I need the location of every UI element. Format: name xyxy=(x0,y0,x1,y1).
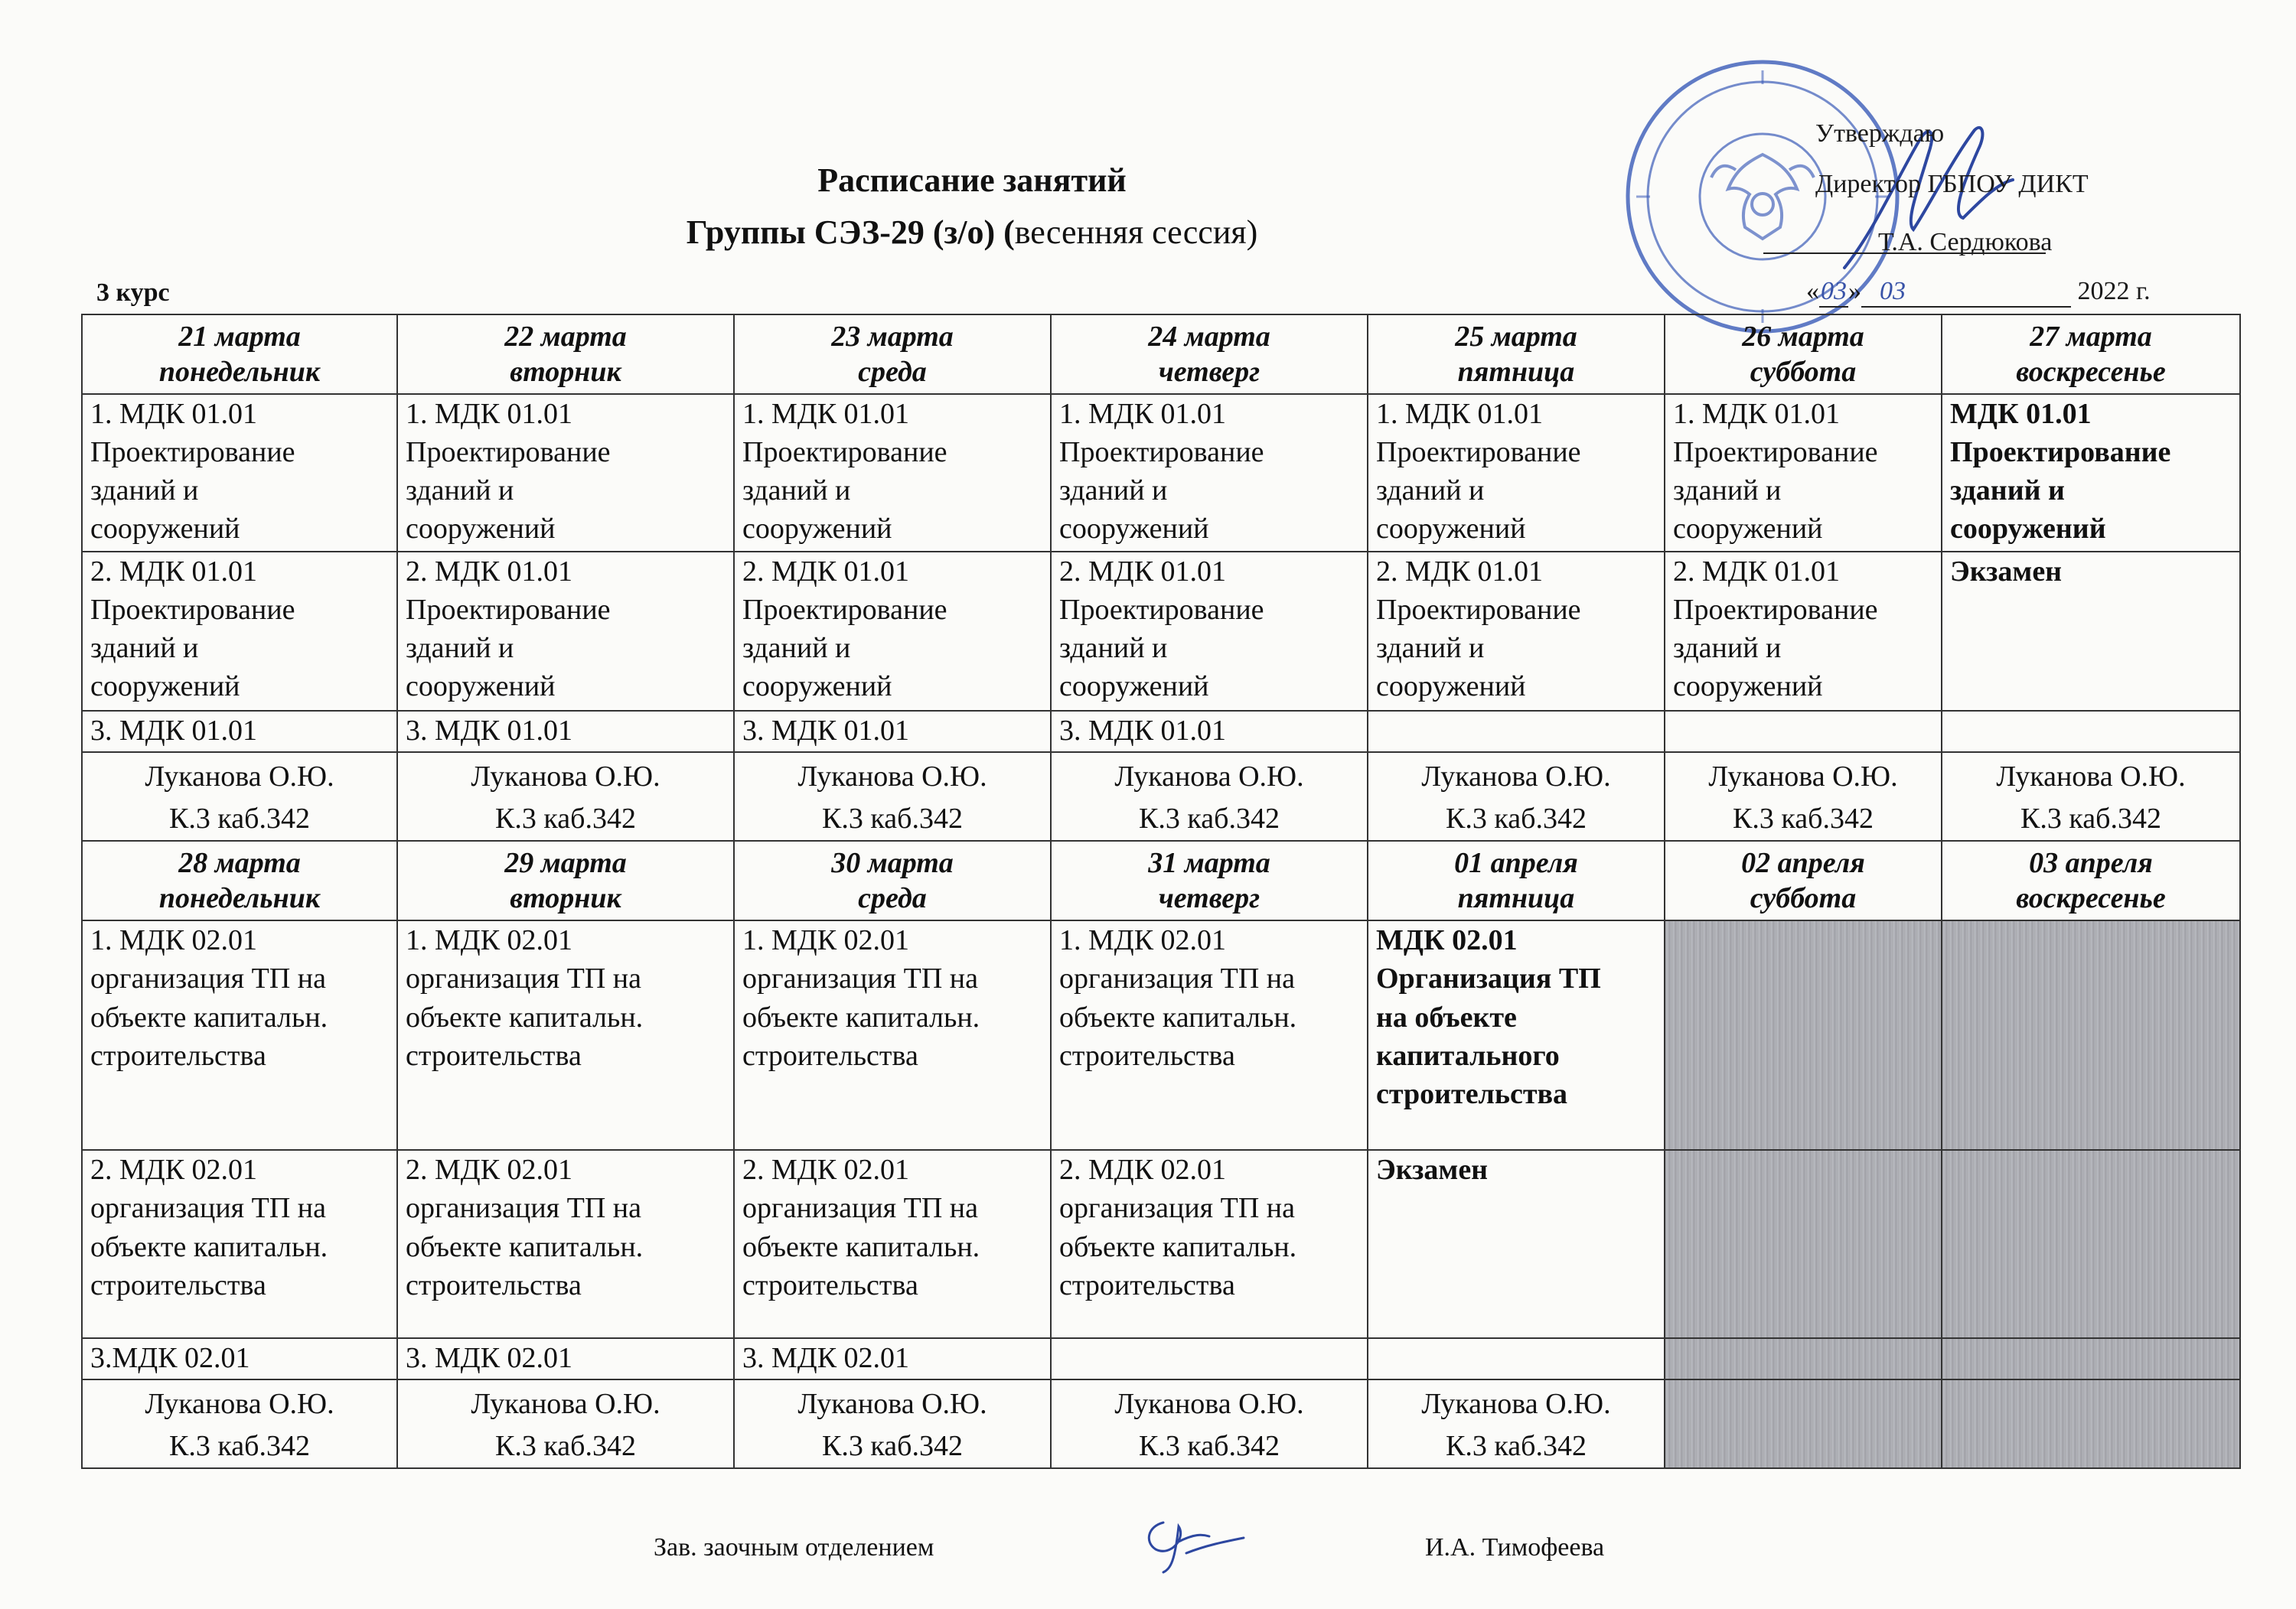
lesson-text: строительства xyxy=(1059,1269,1235,1301)
day-header-cell xyxy=(397,841,734,920)
lesson-text: 2. МДК 02.01 xyxy=(406,1154,573,1187)
lesson-text: строительства xyxy=(90,1039,266,1072)
week-header-row xyxy=(82,841,2240,920)
date-quote-open: « xyxy=(1806,277,1819,305)
lesson-row xyxy=(82,1150,2240,1338)
lesson-text: сооружений xyxy=(742,670,892,703)
teacher-room: К.3 каб.342 xyxy=(495,803,636,835)
shaded-cell xyxy=(1942,1150,2240,1338)
lesson-text: Организация ТП xyxy=(1376,962,1601,995)
teacher-cell xyxy=(397,752,734,841)
day-weekday: понедельник xyxy=(158,881,321,914)
lesson-row xyxy=(82,711,2240,752)
lesson-cell: 3. МДК 01.01 xyxy=(734,711,1051,752)
day-header-cell xyxy=(1051,314,1368,394)
lesson-cell: 3. МДК 01.01 xyxy=(397,711,734,752)
day-date: 30 марта xyxy=(831,847,954,880)
lesson-cell xyxy=(1051,394,1368,552)
lesson-text: 2. МДК 01.01 xyxy=(90,555,258,588)
lesson-text: объекте капитальн. xyxy=(406,1001,644,1034)
lesson-text: объекте капитальн. xyxy=(1059,1001,1297,1034)
lesson-text: 2. МДК 01.01 xyxy=(406,555,573,588)
lesson-text: 2. МДК 02.01 xyxy=(1059,1154,1227,1187)
lesson-text: сооружений xyxy=(1673,670,1823,703)
lesson-text: сооружений xyxy=(1059,513,1209,546)
lesson-cell xyxy=(397,552,734,711)
lesson-cell xyxy=(82,920,397,1150)
teacher-cell xyxy=(1942,752,2240,841)
lesson-text: зданий и xyxy=(406,632,514,665)
lesson-text: Проектирование xyxy=(1376,436,1581,469)
teacher-cell xyxy=(397,1379,734,1468)
lesson-cell xyxy=(1051,552,1368,711)
date-day: 03 xyxy=(1819,277,1848,308)
lesson-text: Проектирование xyxy=(406,594,611,627)
lesson-cell xyxy=(1942,552,2240,711)
lesson-text: организация ТП на xyxy=(406,1192,642,1225)
teacher-room: К.3 каб.342 xyxy=(1139,803,1280,835)
date-month: 03 xyxy=(1861,277,2071,308)
lesson-text: Проектирование xyxy=(742,594,947,627)
page-title: Расписание занятий xyxy=(817,161,1127,199)
session-name: весенняя сессия) xyxy=(1014,213,1258,251)
lesson-text: сооружений xyxy=(406,513,556,546)
lesson-text: сооружений xyxy=(1950,513,2106,546)
lesson-text: 2. МДК 01.01 xyxy=(1376,555,1544,588)
lesson-text: на объекте xyxy=(1376,1001,1517,1034)
lesson-text: 1. МДК 01.01 xyxy=(90,398,258,430)
lesson-text: строительства xyxy=(1059,1039,1235,1072)
day-weekday: вторник xyxy=(510,355,621,388)
teacher-cell xyxy=(1368,1379,1665,1468)
lesson-text: 2. МДК 02.01 xyxy=(742,1154,910,1187)
day-weekday: воскресенье xyxy=(2016,355,2166,388)
lesson-text: сооружений xyxy=(1376,670,1526,703)
lesson-text: организация ТП на xyxy=(90,1192,327,1225)
teacher-cell xyxy=(1665,752,1942,841)
day-weekday: суббота xyxy=(1750,881,1857,914)
lesson-text: капитального xyxy=(1376,1039,1560,1072)
lesson-text: сооружений xyxy=(742,513,892,546)
teacher-room: К.3 каб.342 xyxy=(169,803,310,835)
lesson-text: 2. МДК 01.01 xyxy=(1673,555,1841,588)
lesson-text: объекте капитальн. xyxy=(742,1230,980,1263)
lesson-cell: 3. МДК 02.01 xyxy=(734,1338,1051,1379)
lesson-cell xyxy=(734,1150,1051,1338)
teacher-name: Луканова О.Ю. xyxy=(145,1388,334,1421)
lesson-text: сооружений xyxy=(1059,670,1209,703)
day-weekday: пятница xyxy=(1457,355,1575,388)
day-weekday: четверг xyxy=(1158,881,1261,914)
lesson-text: объекте капитальн. xyxy=(406,1230,644,1263)
day-header-cell xyxy=(1368,314,1665,394)
day-header-cell xyxy=(82,314,397,394)
lesson-cell xyxy=(1051,920,1368,1150)
lesson-cell xyxy=(82,1150,397,1338)
day-date: 23 марта xyxy=(831,321,954,353)
lesson-row xyxy=(82,552,2240,711)
lesson-text: сооружений xyxy=(90,513,240,546)
lesson-text: объекте капитальн. xyxy=(742,1001,980,1034)
lesson-text: строительства xyxy=(742,1039,918,1072)
teacher-room: К.3 каб.342 xyxy=(2020,803,2161,835)
lesson-cell xyxy=(1368,711,1665,752)
teacher-room: К.3 каб.342 xyxy=(822,803,963,835)
shaded-cell xyxy=(1942,920,2240,1150)
day-header-cell xyxy=(734,314,1051,394)
day-weekday: пятница xyxy=(1457,881,1575,914)
lesson-text: зданий и xyxy=(1059,632,1168,665)
footer-name: И.А. Тимофеева xyxy=(1425,1533,1605,1562)
lesson-text: объекте капитальн. xyxy=(1059,1230,1297,1263)
lesson-text: зданий и xyxy=(1376,632,1485,665)
approval-director-name: Т.А. Сердюкова xyxy=(1878,228,2053,256)
day-date: 22 марта xyxy=(504,321,627,353)
lesson-cell xyxy=(397,394,734,552)
lesson-text: Проектирование xyxy=(1059,594,1264,627)
day-date: 26 марта xyxy=(1742,321,1864,353)
lesson-row xyxy=(82,920,2240,1150)
shaded-cell xyxy=(1942,1379,2240,1468)
teacher-name: Луканова О.Ю. xyxy=(1421,761,1611,793)
lesson-text: организация ТП на xyxy=(1059,962,1296,995)
lesson-text: 1. МДК 01.01 xyxy=(1376,398,1544,430)
shaded-cell xyxy=(1665,1338,1942,1379)
lesson-cell xyxy=(1665,711,1942,752)
lesson-text: 1. МДК 02.01 xyxy=(742,924,910,957)
shaded-cell xyxy=(1665,920,1942,1150)
lesson-text: Проектирование xyxy=(1673,436,1878,469)
lesson-text: зданий и xyxy=(742,632,851,665)
lesson-text: организация ТП на xyxy=(742,962,979,995)
lesson-text: Экзамен xyxy=(1376,1154,1489,1187)
lesson-text: 1. МДК 02.01 xyxy=(90,924,258,957)
day-weekday: понедельник xyxy=(158,355,321,388)
lesson-cell xyxy=(1368,920,1665,1150)
lesson-text: сооружений xyxy=(1376,513,1526,546)
lesson-row xyxy=(82,1338,2240,1379)
lesson-row xyxy=(82,394,2240,552)
lesson-cell xyxy=(1051,1150,1368,1338)
lesson-text: сооружений xyxy=(406,670,556,703)
day-date: 27 марта xyxy=(2030,321,2152,353)
lesson-cell xyxy=(1665,394,1942,552)
lesson-cell xyxy=(1051,1338,1368,1379)
head-signature xyxy=(1117,1507,1247,1576)
date-quote-close: » xyxy=(1848,277,1861,305)
teacher-name: Луканова О.Ю. xyxy=(1996,761,2186,793)
day-date: 24 марта xyxy=(1148,321,1270,353)
teacher-cell xyxy=(1368,752,1665,841)
lesson-cell xyxy=(1665,552,1942,711)
teacher-name: Луканова О.Ю. xyxy=(797,761,987,793)
day-header-cell xyxy=(1942,841,2240,920)
lesson-cell xyxy=(734,394,1051,552)
lesson-text: Проектирование xyxy=(90,436,295,469)
day-header-cell xyxy=(1942,314,2240,394)
lesson-text: Проектирование xyxy=(742,436,947,469)
lesson-cell: 3. МДК 02.01 xyxy=(397,1338,734,1379)
teacher-room: К.3 каб.342 xyxy=(169,1430,310,1463)
teacher-room: К.3 каб.342 xyxy=(1139,1430,1280,1463)
lesson-text: объекте капитальн. xyxy=(90,1230,328,1263)
day-header-cell xyxy=(1368,841,1665,920)
day-weekday: четверг xyxy=(1158,355,1261,388)
lesson-text: строительства xyxy=(90,1269,266,1301)
day-weekday: среда xyxy=(858,881,927,914)
day-date: 29 марта xyxy=(504,847,627,880)
lesson-cell xyxy=(397,920,734,1150)
lesson-text: зданий и xyxy=(1673,474,1782,507)
lesson-cell xyxy=(1368,1338,1665,1379)
teacher-cell xyxy=(1051,1379,1368,1468)
approval-date xyxy=(1806,277,2151,308)
day-weekday: воскресенье xyxy=(2016,881,2166,914)
lesson-cell: 3.МДК 02.01 xyxy=(82,1338,397,1379)
day-header-cell xyxy=(1665,841,1942,920)
teacher-cell xyxy=(734,1379,1051,1468)
teacher-name: Луканова О.Ю. xyxy=(1421,1388,1611,1421)
teacher-room: К.3 каб.342 xyxy=(495,1430,636,1463)
week-header-row xyxy=(82,314,2240,394)
teacher-name: Луканова О.Ю. xyxy=(471,1388,660,1421)
lesson-text: строительства xyxy=(1376,1077,1568,1110)
teacher-room: К.3 каб.342 xyxy=(822,1430,963,1463)
lesson-text: 1. МДК 01.01 xyxy=(1673,398,1841,430)
teacher-name: Луканова О.Ю. xyxy=(1114,1388,1304,1421)
shaded-cell xyxy=(1665,1379,1942,1468)
teacher-room: К.3 каб.342 xyxy=(1733,803,1874,835)
day-date: 21 марта xyxy=(178,321,301,353)
lesson-text: Проектирование xyxy=(1950,436,2171,469)
lesson-text: зданий и xyxy=(742,474,851,507)
lesson-text: зданий и xyxy=(90,474,199,507)
lesson-cell xyxy=(1942,394,2240,552)
lesson-text: 1. МДК 01.01 xyxy=(1059,398,1227,430)
lesson-cell xyxy=(734,920,1051,1150)
group-name: Группы СЭЗ-29 (з/о) ( xyxy=(686,213,1015,251)
lesson-text: объекте капитальн. xyxy=(90,1001,328,1034)
lesson-text: Проектирование xyxy=(406,436,611,469)
approval-label: Утверждаю xyxy=(1815,119,1945,148)
shaded-cell xyxy=(1942,1338,2240,1379)
lesson-cell: 3. МДК 01.01 xyxy=(1051,711,1368,752)
lesson-text: 1. МДК 01.01 xyxy=(406,398,573,430)
teacher-room: К.3 каб.342 xyxy=(1446,803,1587,835)
teacher-row xyxy=(82,1379,2240,1468)
day-header-cell xyxy=(82,841,397,920)
lesson-cell xyxy=(397,1150,734,1338)
teacher-cell xyxy=(734,752,1051,841)
teacher-row xyxy=(82,752,2240,841)
day-date: 01 апреля xyxy=(1454,847,1578,880)
lesson-text: организация ТП на xyxy=(742,1192,979,1225)
lesson-text: зданий и xyxy=(1059,474,1168,507)
course-label: 3 курс xyxy=(96,278,170,307)
teacher-cell xyxy=(82,1379,397,1468)
approval-position: Директор ГБПОУ ДИКТ xyxy=(1815,170,2089,198)
lesson-text: сооружений xyxy=(1673,513,1823,546)
lesson-cell: 3. МДК 01.01 xyxy=(82,711,397,752)
teacher-name: Луканова О.Ю. xyxy=(1114,761,1304,793)
lesson-text: 2. МДК 01.01 xyxy=(1059,555,1227,588)
lesson-text: Проектирование xyxy=(1673,594,1878,627)
lesson-text: строительства xyxy=(406,1269,582,1301)
day-date: 31 марта xyxy=(1148,847,1270,880)
teacher-name: Луканова О.Ю. xyxy=(145,761,334,793)
day-date: 28 марта xyxy=(178,847,301,880)
day-date: 25 марта xyxy=(1455,321,1577,353)
lesson-cell xyxy=(734,552,1051,711)
teacher-cell xyxy=(1051,752,1368,841)
lesson-text: зданий и xyxy=(1673,632,1782,665)
lesson-text: Экзамен xyxy=(1950,555,2063,588)
day-weekday: среда xyxy=(858,355,927,388)
day-weekday: суббота xyxy=(1750,355,1857,388)
lesson-text: МДК 01.01 xyxy=(1950,398,2092,430)
teacher-name: Луканова О.Ю. xyxy=(471,761,660,793)
day-header-cell xyxy=(734,841,1051,920)
lesson-text: 2. МДК 02.01 xyxy=(90,1154,258,1187)
shaded-cell xyxy=(1665,1150,1942,1338)
lesson-cell xyxy=(1942,711,2240,752)
lesson-text: 1. МДК 02.01 xyxy=(1059,924,1227,957)
teacher-cell xyxy=(82,752,397,841)
lesson-text: Проектирование xyxy=(90,594,295,627)
footer-position: Зав. заочным отделением xyxy=(654,1533,934,1562)
lesson-text: организация ТП на xyxy=(90,962,327,995)
teacher-room: К.3 каб.342 xyxy=(1446,1430,1587,1463)
date-year: 2022 г. xyxy=(2071,277,2151,305)
lesson-cell xyxy=(1368,1150,1665,1338)
lesson-text: зданий и xyxy=(1950,474,2065,507)
lesson-cell xyxy=(82,394,397,552)
day-date: 02 апреля xyxy=(1741,847,1865,880)
teacher-name: Луканова О.Ю. xyxy=(1708,761,1898,793)
lesson-cell xyxy=(1368,394,1665,552)
lesson-text: сооружений xyxy=(90,670,240,703)
day-header-cell xyxy=(1665,314,1942,394)
day-weekday: вторник xyxy=(510,881,621,914)
day-date: 03 апреля xyxy=(2029,847,2153,880)
lesson-text: Проектирование xyxy=(1059,436,1264,469)
lesson-cell xyxy=(82,552,397,711)
lesson-text: МДК 02.01 xyxy=(1376,924,1518,957)
lesson-text: зданий и xyxy=(90,632,199,665)
lesson-text: 1. МДК 01.01 xyxy=(742,398,910,430)
lesson-text: организация ТП на xyxy=(1059,1192,1296,1225)
lesson-text: строительства xyxy=(406,1039,582,1072)
day-header-cell xyxy=(397,314,734,394)
lesson-cell xyxy=(1368,552,1665,711)
lesson-text: строительства xyxy=(742,1269,918,1301)
day-header-cell xyxy=(1051,841,1368,920)
lesson-text: зданий и xyxy=(406,474,514,507)
lesson-text: 2. МДК 01.01 xyxy=(742,555,910,588)
lesson-text: организация ТП на xyxy=(406,962,642,995)
lesson-text: Проектирование xyxy=(1376,594,1581,627)
schedule-table xyxy=(81,314,2241,1469)
teacher-name: Луканова О.Ю. xyxy=(797,1388,987,1421)
lesson-text: 1. МДК 02.01 xyxy=(406,924,573,957)
lesson-text: зданий и xyxy=(1376,474,1485,507)
